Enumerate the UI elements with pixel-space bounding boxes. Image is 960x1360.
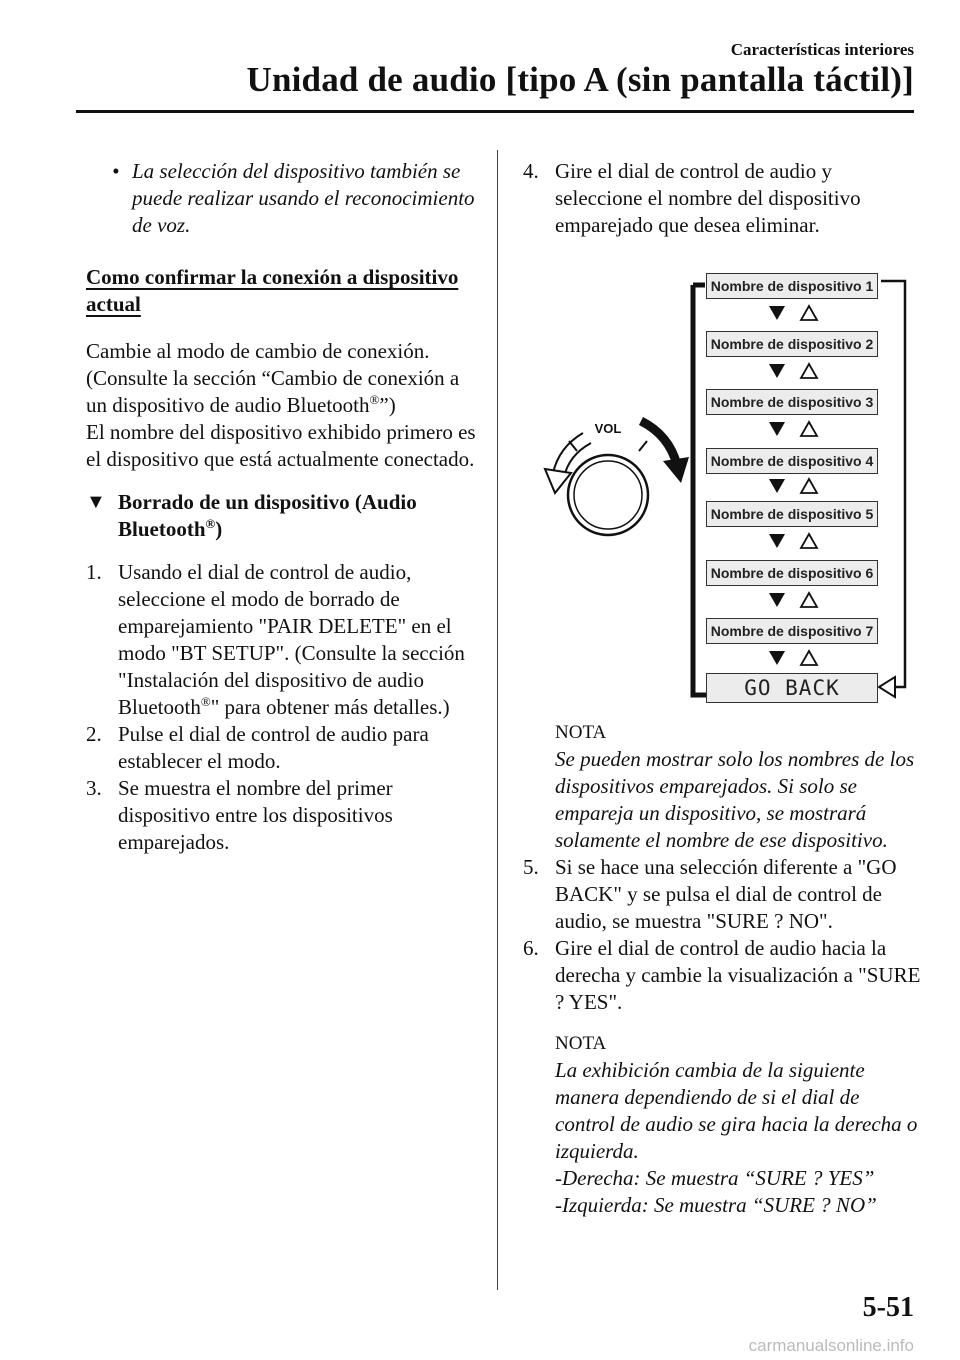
arrow-up-outline-icon	[801, 306, 817, 320]
device-name-box: Nombre de dispositivo 7	[706, 618, 878, 644]
step-text: Usando el dial de control de audio, seleccione el modo de borrado de emparejamiento "PAIR DELETE" en el modo "BT SETUP". (Consulte la sección "Instalación del dispositivo de audio Bluetooth	[118, 560, 465, 719]
device-name-box: Nombre de dispositivo 2	[706, 331, 878, 357]
page-number: 5-51	[862, 1292, 914, 1323]
step-number: 6.	[523, 936, 539, 960]
note-text: Se pueden mostrar solo los nombres de los dispositivos emparejados. Si solo se empareja un dispositivo, se mostrará solamente el nombre de ese dispositivo.	[555, 747, 915, 852]
device-name-box: Nombre de dispositivo 3	[706, 389, 878, 415]
nav-arrow-pair	[763, 302, 823, 326]
note-text: La exhibición cambia de la siguiente manera dependiendo de si el dial de control de audio se gira hacia la derecha o izquierda.	[555, 1058, 918, 1163]
step-number: 1.	[86, 560, 102, 584]
column-divider	[497, 150, 498, 1290]
device-name-box: Nombre de dispositivo 5	[706, 501, 878, 527]
right-column	[523, 158, 923, 1219]
header-section-label: Características interiores	[730, 40, 914, 59]
watermark: carmanualsonline.info	[748, 1336, 914, 1355]
note-text-right: -Derecha: Se muestra “SURE ? YES”	[555, 1166, 875, 1190]
nav-arrow-pair	[763, 475, 823, 499]
registered-mark: ®	[205, 516, 216, 531]
paragraph-text: (Consulte la sección “Cambio de conexión a un dispositivo de audio Bluetooth	[86, 366, 460, 417]
note-label: NOTA	[555, 722, 607, 743]
arrow-up-outline-icon	[801, 479, 817, 493]
note-block	[523, 1030, 923, 1219]
left-column	[86, 158, 481, 856]
step-3	[86, 775, 481, 856]
header-rule	[76, 110, 914, 113]
arrow-down-filled-icon	[769, 593, 785, 607]
go-back-box: GO BACK	[706, 673, 878, 703]
arrow-up-outline-icon	[801, 364, 817, 378]
device-name-box: Nombre de dispositivo 1	[706, 273, 878, 299]
triangle-down-icon: ▼	[86, 491, 106, 513]
arrow-down-filled-icon	[769, 364, 785, 378]
step-text: " para obtener más detalles.)	[210, 695, 450, 719]
device-name-box: Nombre de dispositivo 4	[706, 448, 878, 474]
knob-tick-right	[639, 441, 647, 451]
arrow-down-filled-icon	[769, 479, 785, 493]
step-text: Pulse el dial de control de audio para establecer el modo.	[118, 722, 429, 773]
step-number: 5.	[523, 855, 539, 879]
step-5	[523, 854, 923, 935]
bullet-note	[86, 158, 481, 239]
note-block	[523, 719, 923, 854]
step-6	[523, 935, 923, 1016]
arrow-down-filled-icon	[769, 422, 785, 436]
nav-arrow-pair	[763, 530, 823, 554]
bullet-text: La selección del dispositivo también se puede realizar usando el reconocimiento de voz.	[132, 159, 475, 237]
arrow-up-outline-icon	[801, 593, 817, 607]
step-1	[86, 559, 481, 721]
knob-tick-left	[569, 441, 577, 451]
left-bracket-line	[693, 285, 706, 695]
registered-mark: ®	[369, 392, 380, 407]
step-number: 2.	[86, 722, 102, 746]
bullet-dot-icon: •	[112, 159, 120, 183]
nav-arrow-pair	[763, 589, 823, 613]
step-text: Gire el dial de control de audio y seleccione el nombre del dispositivo emparejado que desea eliminar.	[555, 159, 861, 237]
arrow-down-filled-icon	[769, 306, 785, 320]
arrow-up-outline-icon	[801, 422, 817, 436]
page-title: Unidad de audio [tipo A (sin pantalla táctil)]	[246, 60, 914, 99]
nav-arrow-pair	[763, 360, 823, 384]
vol-knob-inner	[574, 461, 642, 529]
right-loop-line	[881, 281, 905, 687]
step-number: 4.	[523, 159, 539, 183]
section-heading	[86, 489, 481, 543]
paragraph: El nombre del dispositivo exhibido primero es el dispositivo que está actualmente conectado.	[86, 420, 476, 471]
step-text: Se muestra el nombre del primer dispositivo entre los dispositivos emparejados.	[118, 776, 393, 854]
note-label: NOTA	[555, 1033, 607, 1054]
step-number: 3.	[86, 776, 102, 800]
device-selection-diagram	[511, 255, 911, 705]
rotate-right-arrowhead-icon	[663, 457, 689, 483]
nav-arrow-pair	[763, 647, 823, 671]
registered-mark: ®	[200, 694, 211, 709]
nav-arrow-pair	[763, 418, 823, 442]
section-heading-text: Borrado de un dispositivo (Audio Bluetooth	[118, 490, 417, 541]
vol-label: VOL	[594, 421, 622, 436]
step-4	[523, 158, 923, 239]
subheading: Como confirmar la conexión a dispositivo actual	[86, 265, 459, 316]
note-text-left: -Izquierda: Se muestra “SURE ? NO”	[555, 1193, 877, 1217]
paragraph-text: ”)	[379, 393, 396, 417]
loop-arrowhead-icon	[879, 677, 895, 697]
rotate-left-arrowhead-icon	[545, 469, 571, 493]
paragraph: Cambie al modo de cambio de conexión.	[86, 339, 430, 363]
step-text: Si se hace una selección diferente a "GO BACK" y se pulsa el dial de control de audio, se muestra "SURE ? NO".	[555, 855, 897, 933]
step-text: Gire el dial de control de audio hacia la derecha y cambie la visualización a "SURE ? YES".	[555, 936, 921, 1014]
section-heading-text: )	[215, 517, 223, 541]
paragraph-reference	[86, 365, 481, 419]
arrow-down-filled-icon	[769, 651, 785, 665]
step-2	[86, 721, 481, 775]
arrow-down-filled-icon	[769, 534, 785, 548]
arrow-up-outline-icon	[801, 534, 817, 548]
device-name-box: Nombre de dispositivo 6	[706, 560, 878, 586]
arrow-up-outline-icon	[801, 651, 817, 665]
